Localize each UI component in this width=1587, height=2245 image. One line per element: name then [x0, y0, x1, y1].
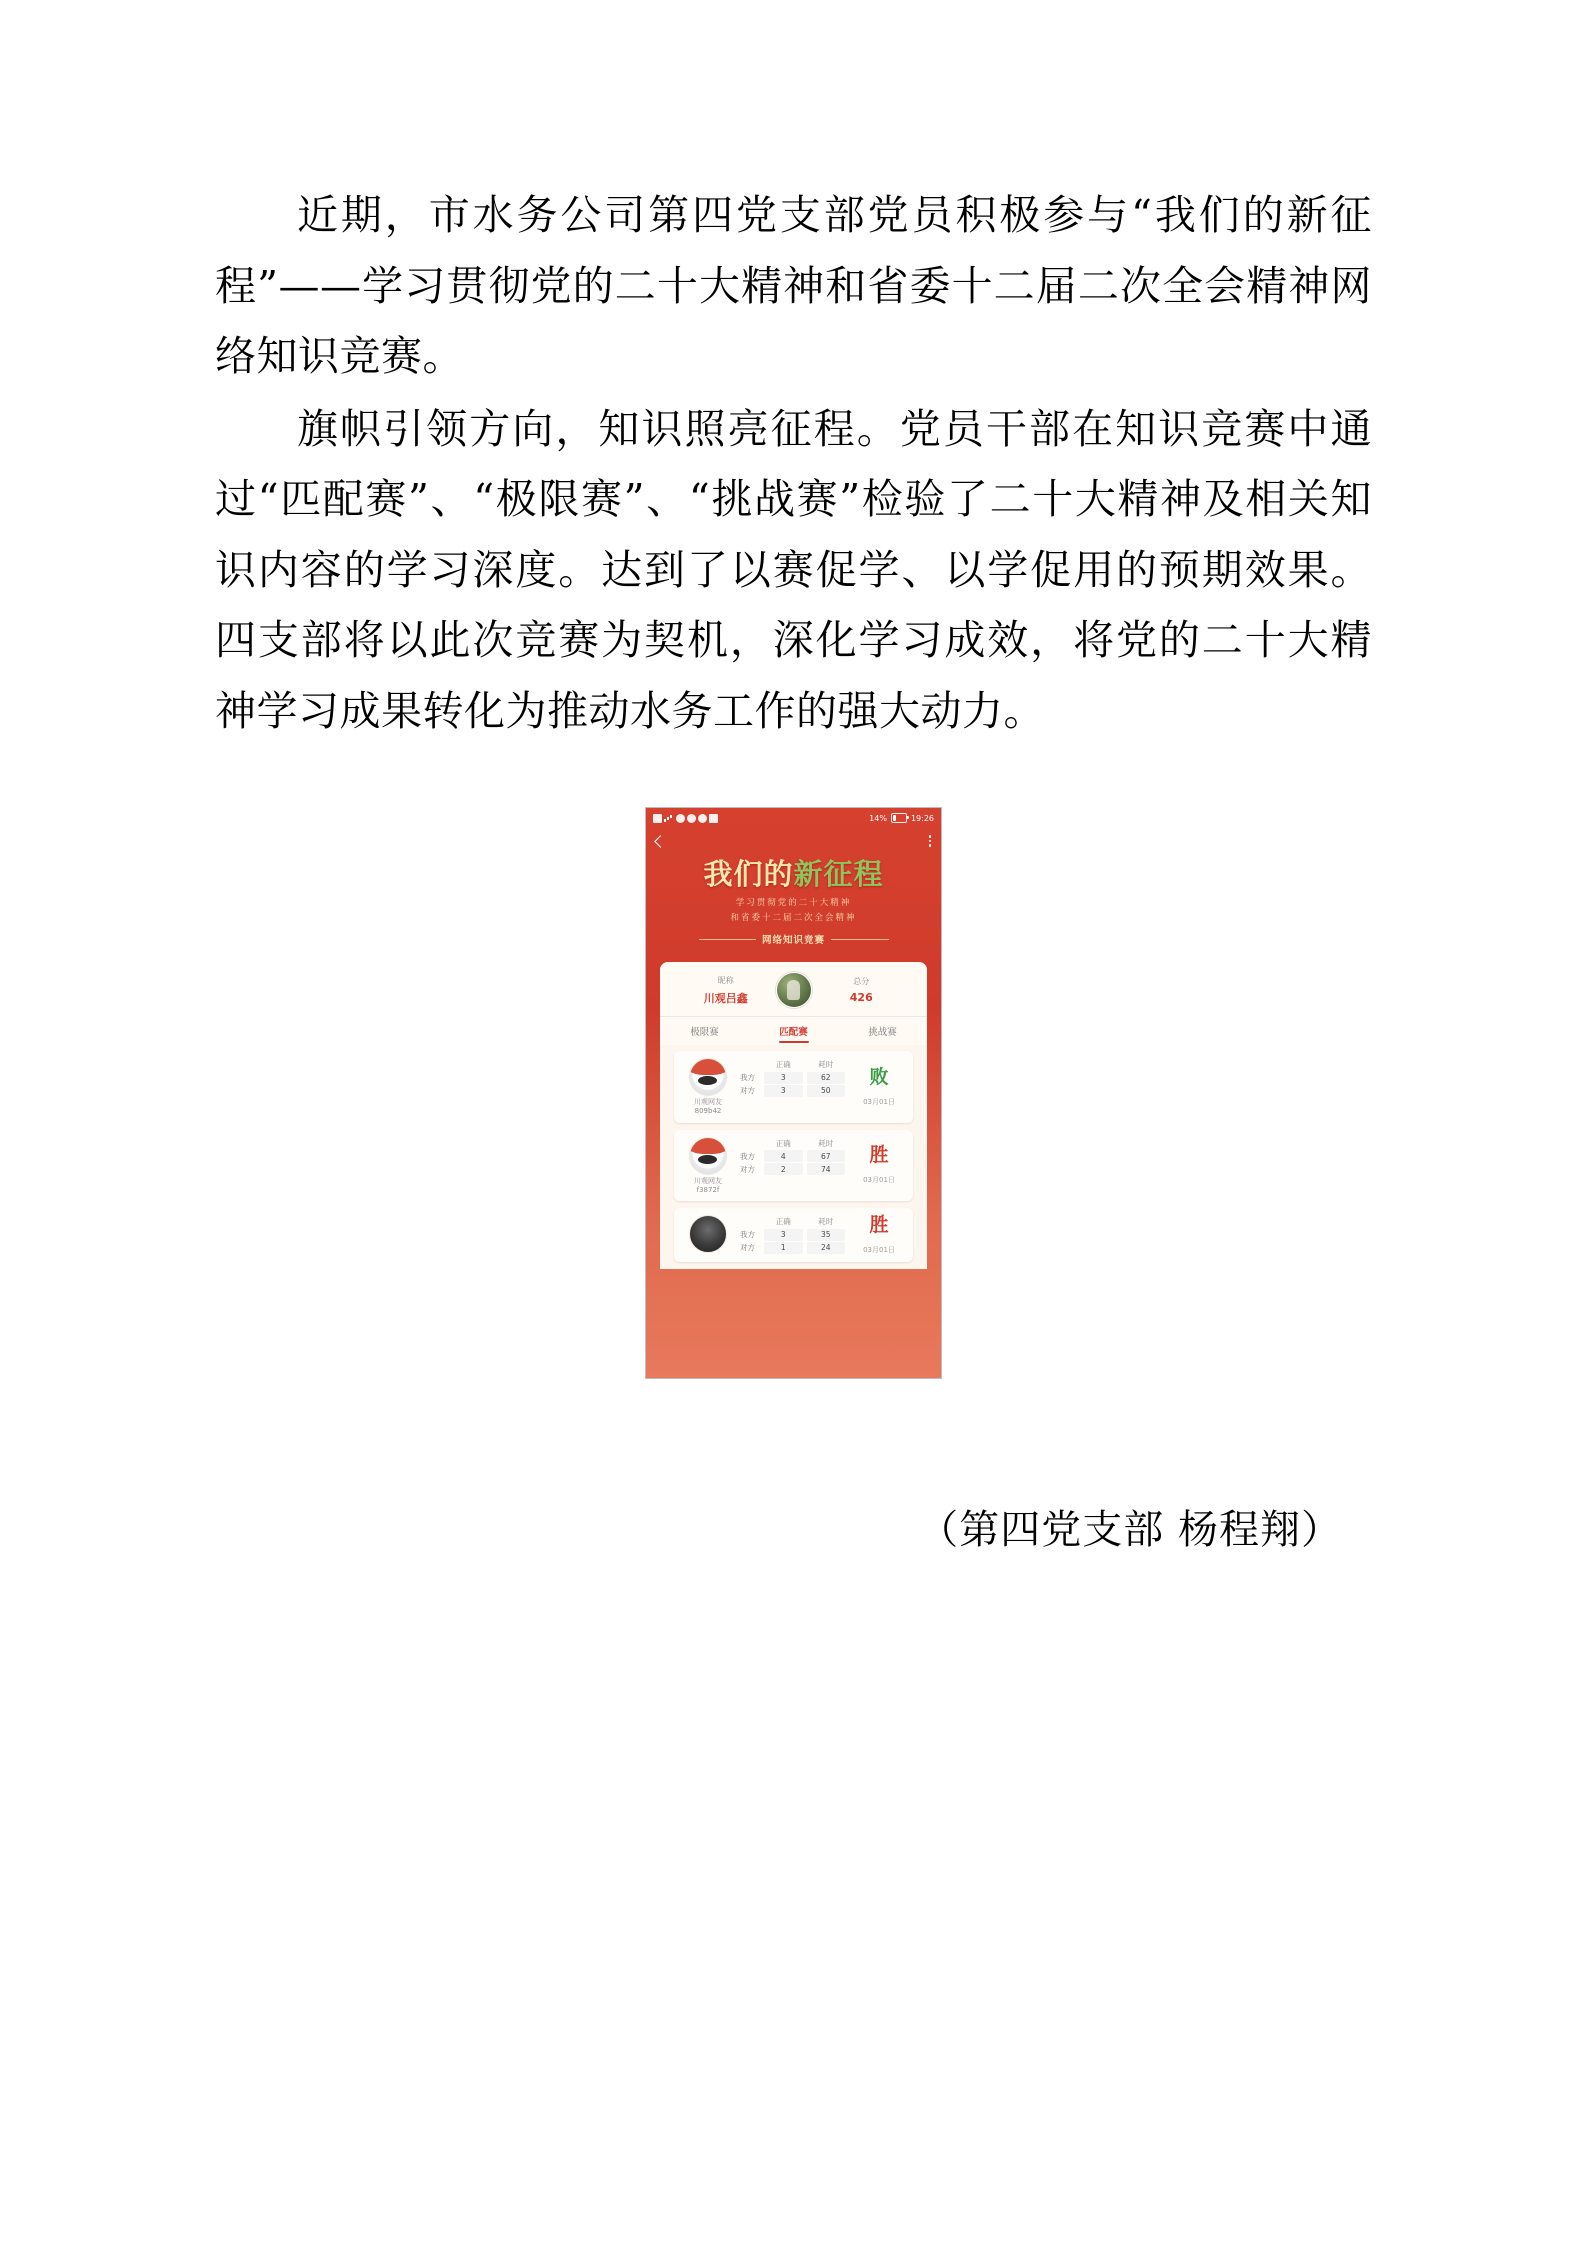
status-bar-right [869, 813, 934, 823]
opponent-avatar [689, 1215, 727, 1253]
rule-line-left [699, 939, 757, 940]
mine-time: 67 [807, 1150, 846, 1162]
wifi-icon [676, 814, 685, 823]
opponent-avatar [689, 1058, 727, 1096]
tab-pair-match[interactable]: 匹配赛 [749, 1017, 838, 1045]
score-value: 426 [849, 991, 873, 1005]
result-block [853, 1215, 905, 1255]
hero-banner-rule [699, 932, 889, 946]
score-label: 总分 [853, 977, 870, 987]
battery-percent-label: 14% [869, 813, 887, 823]
score-row-theirs [740, 1241, 847, 1254]
hero-banner-label: 网络知识竞赛 [762, 935, 826, 947]
match-row[interactable] [674, 1208, 913, 1262]
theirs-correct: 3 [764, 1085, 803, 1097]
header-correct: 正确 [775, 1217, 791, 1227]
score-table-header [740, 1058, 847, 1071]
row-label-theirs: 对方 [740, 1243, 755, 1253]
camera-icon [687, 814, 696, 823]
profile-row [660, 962, 927, 1016]
score-row-mine [740, 1150, 847, 1163]
opponent-block [682, 1137, 734, 1195]
tab-challenge-match[interactable]: 挑战赛 [868, 1027, 897, 1039]
tab-limit-match[interactable]: 极限赛 [690, 1027, 719, 1039]
result-block [853, 1058, 905, 1116]
match-row[interactable] [674, 1130, 913, 1202]
opponent-block [682, 1058, 734, 1116]
hero-title-suffix: 新征程 [793, 857, 884, 892]
header-correct: 正确 [775, 1060, 791, 1070]
theirs-correct: 1 [764, 1242, 803, 1254]
mine-time: 35 [807, 1229, 846, 1241]
avatar[interactable] [776, 972, 812, 1008]
paragraph-2: 旗帜引领方向，知识照亮征程。党员干部在知识竞赛中通过“匹配赛”、“极限赛”、“挑战赛”检验了二十大精神及相关知识内容的学习深度。达到了以赛促学、以学促用的预期效果。四支部将以此次竞赛为契机，深化学习成效，将党的二十大精神学习成果转化为推动水务工作的强大动力。 [215, 404, 1372, 735]
opponent-avatar [689, 1137, 727, 1175]
phone-screenshot [646, 808, 941, 1378]
clock-label: 19:26 [910, 813, 934, 823]
opponent-name-line2: 809b42 [694, 1107, 722, 1116]
nickname-label: 昵称 [717, 975, 734, 985]
score-row-mine [740, 1228, 847, 1241]
score-row-theirs [740, 1084, 847, 1097]
content-card [660, 962, 927, 1269]
figure-phone-screenshot [215, 808, 1372, 1378]
opponent-block [682, 1215, 734, 1255]
header-correct: 正确 [775, 1138, 791, 1148]
app-nav-bar [646, 828, 941, 854]
tab-bar [660, 1016, 927, 1045]
row-label-mine: 我方 [740, 1230, 755, 1240]
header-time: 耗时 [818, 1217, 834, 1227]
hero-title-prefix: 我们的 [703, 857, 794, 892]
more-options-icon[interactable] [929, 835, 932, 847]
signature: （第四党支部 杨程翔） [918, 1507, 1342, 1554]
status-bar-left [653, 814, 718, 823]
theirs-correct: 2 [764, 1163, 803, 1175]
score-table [734, 1215, 853, 1255]
signal-bars-icon [664, 814, 674, 823]
score-cell [812, 976, 912, 1004]
mine-time: 62 [807, 1072, 846, 1084]
opponent-name-line1: 川观网友 [694, 1176, 722, 1185]
score-table-header [740, 1137, 847, 1150]
score-table-header [740, 1215, 847, 1228]
header-time: 耗时 [818, 1060, 834, 1070]
mine-correct: 3 [764, 1229, 803, 1241]
hero-banner [646, 854, 941, 952]
header-time: 耗时 [818, 1138, 834, 1148]
paragraph-1: 近期，市水务公司第四党支部党员积极参与“我们的新征程”——学习贯彻党的二十大精神和省委十二届二次全会精神网络知识竞赛。 [215, 191, 1372, 381]
mine-correct: 3 [764, 1072, 803, 1084]
result-label: 胜 [869, 1144, 889, 1167]
result-label: 败 [869, 1065, 889, 1088]
back-chevron-icon[interactable] [654, 835, 667, 848]
match-row[interactable] [674, 1051, 913, 1123]
score-row-mine [740, 1071, 847, 1084]
opponent-name-line1: 川观网友 [694, 1098, 722, 1107]
result-label: 胜 [869, 1213, 889, 1236]
score-table [734, 1137, 853, 1195]
hero-subtitle-2: 和省委十二届二次全会精神 [730, 913, 857, 924]
row-label-theirs: 对方 [740, 1164, 755, 1174]
battery-icon [891, 813, 907, 823]
row-label-mine: 我方 [740, 1151, 755, 1161]
score-row-theirs [740, 1163, 847, 1176]
nickname-value: 川观吕鑫 [703, 991, 748, 1005]
row-label-theirs: 对方 [740, 1086, 755, 1096]
opponent-name-line2: f3872f [696, 1185, 720, 1194]
hero-subtitle-1: 学习贯彻党的二十大精神 [735, 898, 852, 909]
result-date: 03月01日 [863, 1176, 895, 1185]
nickname-cell [676, 975, 776, 1006]
theirs-time: 24 [807, 1242, 846, 1254]
theirs-time: 74 [807, 1163, 846, 1175]
mine-correct: 4 [764, 1150, 803, 1162]
result-date: 03月01日 [863, 1097, 895, 1106]
app-icon [653, 814, 662, 823]
hero-title [703, 858, 883, 891]
circle-icon [698, 814, 707, 823]
theirs-time: 50 [807, 1085, 846, 1097]
row-label-mine: 我方 [740, 1073, 755, 1083]
status-bar [646, 808, 941, 828]
music-icon [709, 814, 718, 823]
result-date: 03月01日 [863, 1245, 895, 1254]
result-block [853, 1137, 905, 1195]
score-table [734, 1058, 853, 1116]
rule-line-right [831, 939, 889, 940]
match-list [660, 1045, 927, 1262]
